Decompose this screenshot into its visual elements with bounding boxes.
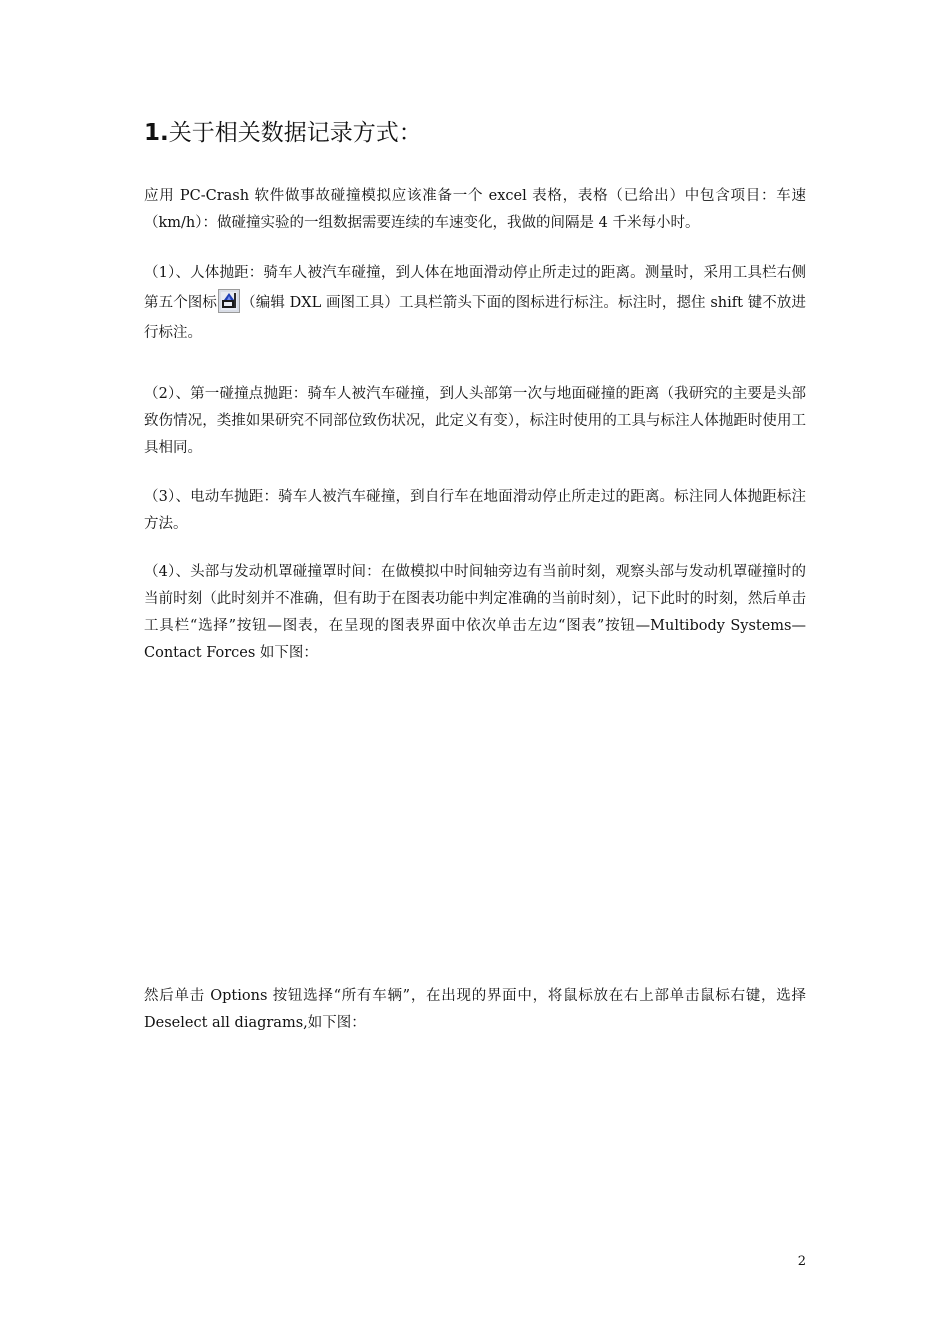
item4-paragraph: （4）、头部与发动机罩碰撞罩时间：在做模拟中时间轴旁边有当前时刻，观察头部与发动机罩碰撞时的当前时刻（此时刻并不准确，但有助于在图表功能中判定准确的当前时刻），记下此时的时刻，然后单击工具栏“选择”按钮—图表，在呈现的图表界面中依次单击左边“图表”按钮—Multibody Systems—Contact Forces 如下图： [144, 564, 806, 661]
item1-text-before-icon: （1）、人体抛距：骑车人被汽车碰撞，到人体在地面滑动停止所走过的距离。测量时，采用工具栏右侧第五个图标 [144, 265, 806, 311]
item1-text-after-icon: （编辑 DXL 画图工具）工具栏箭头下面的图标进行标注。标注时，摁住 shift 键不放进行标注。 [144, 295, 807, 341]
options-paragraph: 然后单击 Options 按钮选择“所有车辆”，在出现的界面中，将鼠标放在右上部单击鼠标右键，选择 Deselect all diagrams,如下图： [144, 988, 806, 1031]
dxl-edit-icon [218, 289, 240, 313]
section-title: 关于相关数据记录方式： [168, 120, 422, 146]
item2-paragraph: （2）、第一碰撞点抛距：骑车人被汽车碰撞，到人头部第一次与地面碰撞的距离（我研究的主要是头部致伤情况，类推如果研究不同部位致伤状况，此定义有变），标注时使用的工具与标注人体抛距时使用工具相同。 [144, 386, 806, 456]
item3-paragraph: （3）、电动车抛距：骑车人被汽车碰撞，到自行车在地面滑动停止所走过的距离。标注同人体抛距标注方法。 [144, 489, 806, 532]
section-number: 1. [144, 120, 169, 146]
figure-placeholder-contact-forces [144, 680, 806, 970]
page-number: 2 [797, 1254, 806, 1269]
section-heading [144, 116, 844, 150]
item1-paragraph [144, 258, 806, 348]
intro-paragraph: 应用 PC-Crash 软件做事故碰撞模拟应该准备一个 excel 表格，表格（已给出）中包含项目：车速（km/h）：做碰撞实验的一组数据需要连续的车速变化，我做的间隔是 4 千米每小时。 [144, 188, 806, 231]
figure-placeholder-deselect-diagrams [144, 1045, 806, 1305]
